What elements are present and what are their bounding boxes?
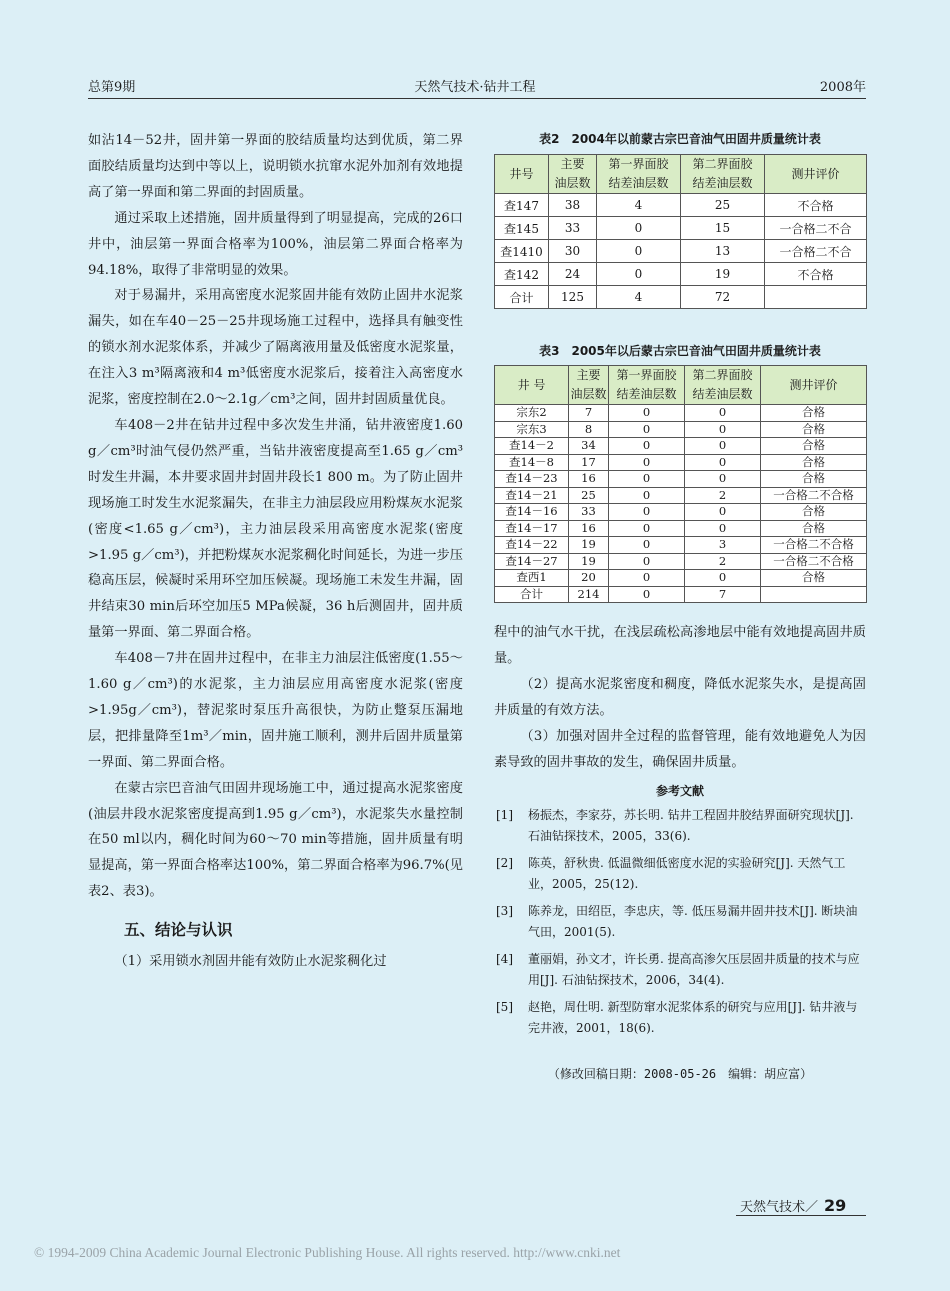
table-cell: 7 <box>569 405 609 422</box>
table-header-cell: 主要 油层数 <box>549 155 597 194</box>
table-cell: 2 <box>685 487 761 504</box>
right-column <box>494 620 866 1082</box>
table-row <box>495 421 867 438</box>
table-cell: 查14－17 <box>495 520 569 537</box>
page-number: 29 <box>824 1196 847 1215</box>
table-cell: 0 <box>685 454 761 471</box>
table2 <box>494 154 867 309</box>
table-cell: 不合格 <box>765 194 867 217</box>
table-cell: 一合格二不合格 <box>761 553 867 570</box>
table-cell: 0 <box>609 553 685 570</box>
table-row <box>495 537 867 554</box>
table-cell: 0 <box>609 471 685 488</box>
left-column <box>88 128 463 975</box>
table-row <box>495 263 867 286</box>
table-cell: 宗东3 <box>495 421 569 438</box>
references-title: 参考文献 <box>655 784 704 799</box>
reference-text: 陈英，舒秋贵. 低温微细低密度水泥的实验研究[J]. 天然气工业，2005，25(12). <box>528 856 846 892</box>
table-cell: 合计 <box>495 586 569 603</box>
table-cell: 合格 <box>761 454 867 471</box>
table-cell: 0 <box>685 438 761 455</box>
table-cell <box>761 586 867 603</box>
table-header-row <box>495 155 867 194</box>
table-cell: 0 <box>597 217 681 240</box>
running-header-journal: 天然气技术·钻井工程 <box>414 80 536 95</box>
table-cell: 3 <box>685 537 761 554</box>
table-cell: 查14－16 <box>495 504 569 521</box>
table-cell: 0 <box>609 405 685 422</box>
table-cell: 125 <box>549 286 597 309</box>
table-cell: 25 <box>681 194 765 217</box>
header-rule <box>88 98 866 99</box>
reference-item <box>494 805 866 847</box>
revision-note: （修改回稿日期：2008-05-26 编辑：胡应富） <box>547 1067 813 1082</box>
table-cell: 不合格 <box>765 263 867 286</box>
table-cell: 34 <box>569 438 609 455</box>
running-header-issue: 总第9期 <box>88 80 136 95</box>
table-cell: 一合格二不合格 <box>761 537 867 554</box>
reference-number: [2] <box>496 856 513 871</box>
table-cell: 查145 <box>495 217 549 240</box>
table-cell: 查14－8 <box>495 454 569 471</box>
table-cell: 16 <box>569 471 609 488</box>
table-cell: 0 <box>685 405 761 422</box>
table-cell: 查14－2 <box>495 438 569 455</box>
reference-item <box>494 901 866 943</box>
table-cell: 0 <box>609 537 685 554</box>
table-cell: 24 <box>549 263 597 286</box>
footer-rule <box>736 1215 866 1216</box>
running-header-year: 2008年 <box>819 80 866 95</box>
reference-text: 董丽娟，孙文才，许长勇. 提高高渗欠压层固井质量的技术与应用[J]. 石油钻探技术，2006，34(4). <box>528 952 860 988</box>
reference-text: 陈养龙，田绍臣，李忠庆，等. 低压易漏井固井技术[J]. 断块油气田，2001(5). <box>528 904 858 940</box>
copyright-watermark: © 1994-2009 China Academic Journal Electronic Publishing House. All rights reserved. http://www.cnki.net <box>34 1245 621 1260</box>
table-cell: 合格 <box>761 570 867 587</box>
table-cell: 19 <box>681 263 765 286</box>
paragraph: （3）加强对固井全过程的监督管理，能有效地避免人为因素导致的固井事故的发生，确保固井质量。 <box>494 728 866 770</box>
table-row <box>495 586 867 603</box>
table-cell: 0 <box>609 520 685 537</box>
table-cell: 13 <box>681 240 765 263</box>
table-cell: 8 <box>569 421 609 438</box>
paragraph: 程中的油气水干扰，在浅层疏松高渗地层中能有效地提高固井质量。 <box>494 625 866 666</box>
reference-number: [4] <box>496 952 513 967</box>
table-row <box>495 553 867 570</box>
paragraph: （2）提高水泥浆密度和稠度，降低水泥浆失水，是提高固井质量的有效方法。 <box>494 676 866 718</box>
reference-item <box>494 949 866 991</box>
table-cell: 214 <box>569 586 609 603</box>
table-cell: 0 <box>597 240 681 263</box>
table-cell: 4 <box>597 194 681 217</box>
table-cell: 20 <box>569 570 609 587</box>
table-row <box>495 504 867 521</box>
table-cell: 16 <box>569 520 609 537</box>
table-header-cell: 测井评价 <box>765 155 867 194</box>
table-row <box>495 454 867 471</box>
table-cell: 查147 <box>495 194 549 217</box>
table-row <box>495 570 867 587</box>
table-cell: 19 <box>569 537 609 554</box>
table-cell: 一合格二不合 <box>765 240 867 263</box>
table-cell: 查14－22 <box>495 537 569 554</box>
table-cell: 0 <box>609 504 685 521</box>
table2-caption: 表2 2004年以前蒙古宗巴音油气田固井质量统计表 <box>539 132 821 146</box>
table-cell: 一合格二不合 <box>765 217 867 240</box>
table-cell: 30 <box>549 240 597 263</box>
table-cell: 33 <box>569 504 609 521</box>
table-header-cell: 第二界面胶 结差油层数 <box>681 155 765 194</box>
table-cell: 33 <box>549 217 597 240</box>
page-footer <box>740 1196 846 1215</box>
table-cell: 合格 <box>761 421 867 438</box>
table-cell: 查14－27 <box>495 553 569 570</box>
table-cell: 合格 <box>761 471 867 488</box>
table-cell: 宗东2 <box>495 405 569 422</box>
table-cell: 合格 <box>761 520 867 537</box>
table3 <box>494 365 867 603</box>
table-cell: 0 <box>685 471 761 488</box>
table-cell: 0 <box>685 504 761 521</box>
table3-caption: 表3 2005年以后蒙古宗巴音油气田固井质量统计表 <box>539 344 821 358</box>
paragraph: （1）采用锁水剂固井能有效防止水泥浆稠化过 <box>114 954 387 970</box>
table-cell: 0 <box>609 487 685 504</box>
table-header-cell: 第一界面胶 结差油层数 <box>609 366 685 405</box>
table-cell: 合格 <box>761 438 867 455</box>
reference-item <box>494 853 866 895</box>
footer-journal: 天然气技术／ <box>740 1200 819 1215</box>
table-cell: 0 <box>597 263 681 286</box>
table-cell: 19 <box>569 553 609 570</box>
reference-text: 杨振杰，李家芬，苏长明. 钻井工程固井胶结界面研究现状[J]. 石油钻探技术，2005，33(6). <box>528 808 854 844</box>
table-cell: 合格 <box>761 504 867 521</box>
table-header-cell: 井 号 <box>495 366 569 405</box>
table-cell: 38 <box>549 194 597 217</box>
table-header-cell: 主要 油层数 <box>569 366 609 405</box>
table-cell: 0 <box>685 421 761 438</box>
reference-list <box>494 805 866 1039</box>
table-header-row <box>495 366 867 405</box>
table-row <box>495 405 867 422</box>
table-header-cell: 第一界面胶 结差油层数 <box>597 155 681 194</box>
table-row <box>495 286 867 309</box>
table-header-cell: 测井评价 <box>761 366 867 405</box>
paragraph: 在蒙古宗巴音油气田固井现场施工中，通过提高水泥浆密度(油层井段水泥浆密度提高到1.95 g／cm³)，水泥浆失水量控制在50 ml以内，稠化时间为60～70 min等措施，固井质量有明显提高，第一界面合格率达100%，第二界面合格率为96.7%(见表2、表3)。 <box>88 780 463 900</box>
table-cell: 查14－21 <box>495 487 569 504</box>
table-row <box>495 194 867 217</box>
table-cell: 25 <box>569 487 609 504</box>
table-cell: 17 <box>569 454 609 471</box>
table-cell: 15 <box>681 217 765 240</box>
paragraph: 对于易漏井，采用高密度水泥浆固井能有效防止固井水泥浆漏失，如在车40－25－25井现场施工过程中，选择具有触变性的锁水剂水泥浆体系，并减少了隔离液用量及低密度水泥浆量，在注入3 m³隔离液和4 m³低密度水泥浆后，接着注入高密度水泥浆，密度控制在2.0～2.1g／cm³之间，固井封固质量优良。 <box>88 288 463 408</box>
reference-text: 赵艳，周仕明. 新型防窜水泥浆体系的研究与应用[J]. 钻井液与完井液，2001，18(6). <box>528 1000 858 1036</box>
table-header-cell: 第二界面胶 结差油层数 <box>685 366 761 405</box>
table-row <box>495 520 867 537</box>
reference-item <box>494 997 866 1039</box>
paragraph: 车408－7井在固井过程中，在非主力油层注低密度(1.55～1.60 g／cm³)的水泥浆，主力油层应用高密度水泥浆(密度>1.95g／cm³)，替泥浆时泵压升高很快，为防止蹩泵压漏地层，把排量降至1m³／min，固井施工顺利，测井后固井质量第一界面、第二界面合格。 <box>88 651 463 770</box>
table-row <box>495 438 867 455</box>
reference-number: [3] <box>496 904 513 919</box>
section-title: 五、结论与认识 <box>124 921 233 940</box>
table-cell: 2 <box>685 553 761 570</box>
table-row <box>495 471 867 488</box>
table-cell: 0 <box>609 570 685 587</box>
table-cell: 查1410 <box>495 240 549 263</box>
table-cell: 72 <box>681 286 765 309</box>
table-cell: 查142 <box>495 263 549 286</box>
reference-number: [1] <box>496 808 513 823</box>
table-cell: 查14－23 <box>495 471 569 488</box>
table-row <box>495 487 867 504</box>
table-cell: 0 <box>609 454 685 471</box>
table-cell: 0 <box>609 586 685 603</box>
table-cell: 一合格二不合格 <box>761 487 867 504</box>
table-cell: 7 <box>685 586 761 603</box>
paragraph: 如沾14－52井，固井第一界面的胶结质量均达到优质，第二界面胶结质量均达到中等以上，说明锁水抗窜水泥外加剂有效地提高了第一界面和第二界面的封固质量。 <box>88 133 463 200</box>
table-row <box>495 217 867 240</box>
table-row <box>495 240 867 263</box>
table-cell: 0 <box>685 570 761 587</box>
table-cell: 合计 <box>495 286 549 309</box>
paragraph: 车408－2井在钻井过程中多次发生井涌，钻井液密度1.60 g／cm³时油气侵仍然严重，当钻井液密度提高至1.65 g／cm³时发生井漏，本井要求固井封固井段长1 800 m。为了防止固井现场施工时发生水泥浆漏失，在非主力油层段应用粉煤灰水泥浆(密度<1.65 g／cm³)，主力油层段采用高密度水泥浆(密度>1.95 g／cm³)，并把粉煤灰水泥浆稠化时间延长，为进一步压稳高压层，候凝时采用环空加压候凝。现场施工未发生井漏，固井结束30 min后环空加压5 MPa候凝，36 h后测固井，固井质量第一界面、第二界面合格。 <box>88 417 463 641</box>
table-cell: 0 <box>685 520 761 537</box>
table-cell: 4 <box>597 286 681 309</box>
table-cell: 合格 <box>761 405 867 422</box>
table-cell: 查西1 <box>495 570 569 587</box>
reference-number: [5] <box>496 1000 513 1015</box>
table-cell: 0 <box>609 438 685 455</box>
paragraph: 通过采取上述措施，固井质量得到了明显提高，完成的26口井中，油层第一界面合格率为100%，油层第二界面合格率为94.18%，取得了非常明显的效果。 <box>88 210 463 278</box>
table-cell <box>765 286 867 309</box>
table-cell: 0 <box>609 421 685 438</box>
table-header-cell: 井号 <box>495 155 549 194</box>
